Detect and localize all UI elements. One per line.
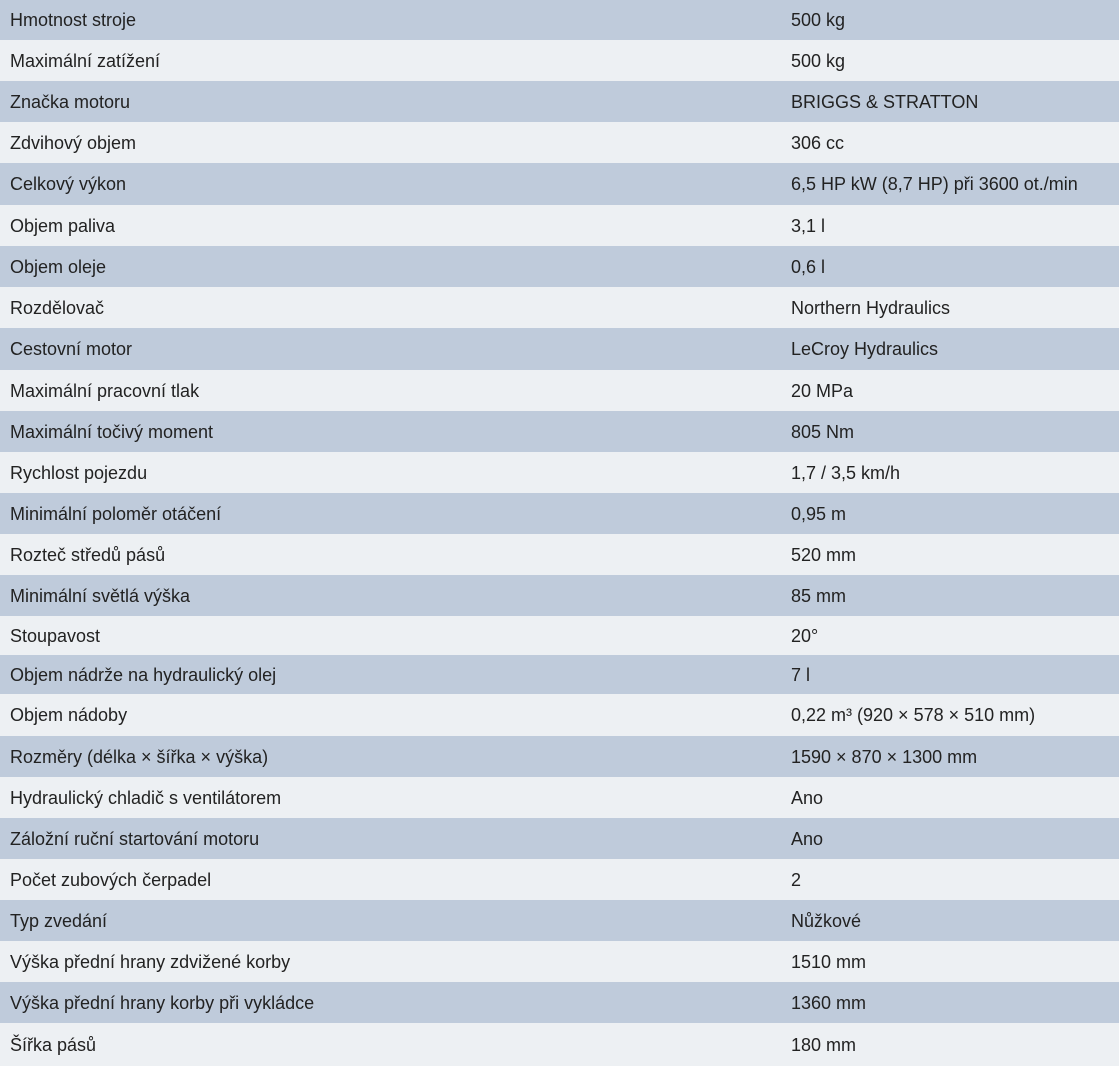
spec-row bbox=[0, 163, 1119, 205]
spec-value: 805 Nm bbox=[780, 411, 1119, 452]
spec-label: Záložní ruční startování motoru bbox=[0, 818, 780, 859]
spec-value: 1360 mm bbox=[780, 982, 1119, 1023]
spec-value: 20° bbox=[780, 616, 1119, 655]
spec-value: BRIGGS & STRATTON bbox=[780, 81, 1119, 122]
spec-row bbox=[0, 655, 1119, 694]
spec-row bbox=[0, 694, 1119, 736]
spec-label: Výška přední hrany korby při vykládce bbox=[0, 982, 780, 1023]
spec-label: Typ zvedání bbox=[0, 900, 780, 941]
spec-value: 180 mm bbox=[780, 1023, 1119, 1066]
spec-label: Objem paliva bbox=[0, 205, 780, 246]
spec-label: Celkový výkon bbox=[0, 163, 780, 205]
spec-label: Zdvihový objem bbox=[0, 122, 780, 163]
spec-row bbox=[0, 534, 1119, 575]
spec-value: Northern Hydraulics bbox=[780, 287, 1119, 328]
spec-value: 7 l bbox=[780, 655, 1119, 694]
spec-label: Objem nádoby bbox=[0, 694, 780, 736]
spec-label: Výška přední hrany zdvižené korby bbox=[0, 941, 780, 982]
spec-label: Maximální pracovní tlak bbox=[0, 370, 780, 411]
spec-row bbox=[0, 777, 1119, 818]
spec-row bbox=[0, 818, 1119, 859]
spec-value: 20 MPa bbox=[780, 370, 1119, 411]
spec-row bbox=[0, 370, 1119, 411]
spec-value: LeCroy Hydraulics bbox=[780, 328, 1119, 370]
spec-label: Značka motoru bbox=[0, 81, 780, 122]
spec-row bbox=[0, 411, 1119, 452]
spec-row bbox=[0, 1023, 1119, 1066]
spec-label: Maximální točivý moment bbox=[0, 411, 780, 452]
spec-row bbox=[0, 575, 1119, 616]
spec-value: 0,22 m³ (920 × 578 × 510 mm) bbox=[780, 694, 1119, 736]
spec-label: Hmotnost stroje bbox=[0, 0, 780, 40]
spec-value: 1510 mm bbox=[780, 941, 1119, 982]
spec-value: 1590 × 870 × 1300 mm bbox=[780, 736, 1119, 777]
spec-row bbox=[0, 452, 1119, 493]
spec-label: Minimální poloměr otáčení bbox=[0, 493, 780, 534]
spec-value: 1,7 / 3,5 km/h bbox=[780, 452, 1119, 493]
spec-row bbox=[0, 287, 1119, 328]
spec-value: 500 kg bbox=[780, 0, 1119, 40]
spec-label: Objem nádrže na hydraulický olej bbox=[0, 655, 780, 694]
spec-row bbox=[0, 40, 1119, 81]
spec-value: 306 cc bbox=[780, 122, 1119, 163]
spec-value: 500 kg bbox=[780, 40, 1119, 81]
spec-label: Rychlost pojezdu bbox=[0, 452, 780, 493]
spec-row bbox=[0, 493, 1119, 534]
spec-label: Počet zubových čerpadel bbox=[0, 859, 780, 900]
spec-value: 520 mm bbox=[780, 534, 1119, 575]
spec-row bbox=[0, 205, 1119, 246]
spec-label: Maximální zatížení bbox=[0, 40, 780, 81]
spec-value: 0,95 m bbox=[780, 493, 1119, 534]
spec-label: Cestovní motor bbox=[0, 328, 780, 370]
spec-value: 2 bbox=[780, 859, 1119, 900]
spec-label: Šířka pásů bbox=[0, 1023, 780, 1066]
spec-value: Nůžkové bbox=[780, 900, 1119, 941]
spec-value: 3,1 l bbox=[780, 205, 1119, 246]
spec-row bbox=[0, 736, 1119, 777]
spec-label: Objem oleje bbox=[0, 246, 780, 287]
spec-label: Minimální světlá výška bbox=[0, 575, 780, 616]
spec-row bbox=[0, 246, 1119, 287]
spec-label: Rozměry (délka × šířka × výška) bbox=[0, 736, 780, 777]
spec-row bbox=[0, 900, 1119, 941]
spec-row bbox=[0, 859, 1119, 900]
spec-row bbox=[0, 81, 1119, 122]
spec-row bbox=[0, 122, 1119, 163]
spec-label: Rozteč středů pásů bbox=[0, 534, 780, 575]
spec-label: Hydraulický chladič s ventilátorem bbox=[0, 777, 780, 818]
spec-value: Ano bbox=[780, 777, 1119, 818]
spec-row bbox=[0, 616, 1119, 655]
spec-row bbox=[0, 0, 1119, 40]
spec-value: Ano bbox=[780, 818, 1119, 859]
spec-label: Rozdělovač bbox=[0, 287, 780, 328]
spec-value: 6,5 HP kW (8,7 HP) při 3600 ot./min bbox=[780, 163, 1119, 205]
spec-row bbox=[0, 982, 1119, 1023]
spec-value: 85 mm bbox=[780, 575, 1119, 616]
spec-row bbox=[0, 941, 1119, 982]
spec-value: 0,6 l bbox=[780, 246, 1119, 287]
spec-label: Stoupavost bbox=[0, 616, 780, 655]
spec-row bbox=[0, 328, 1119, 370]
